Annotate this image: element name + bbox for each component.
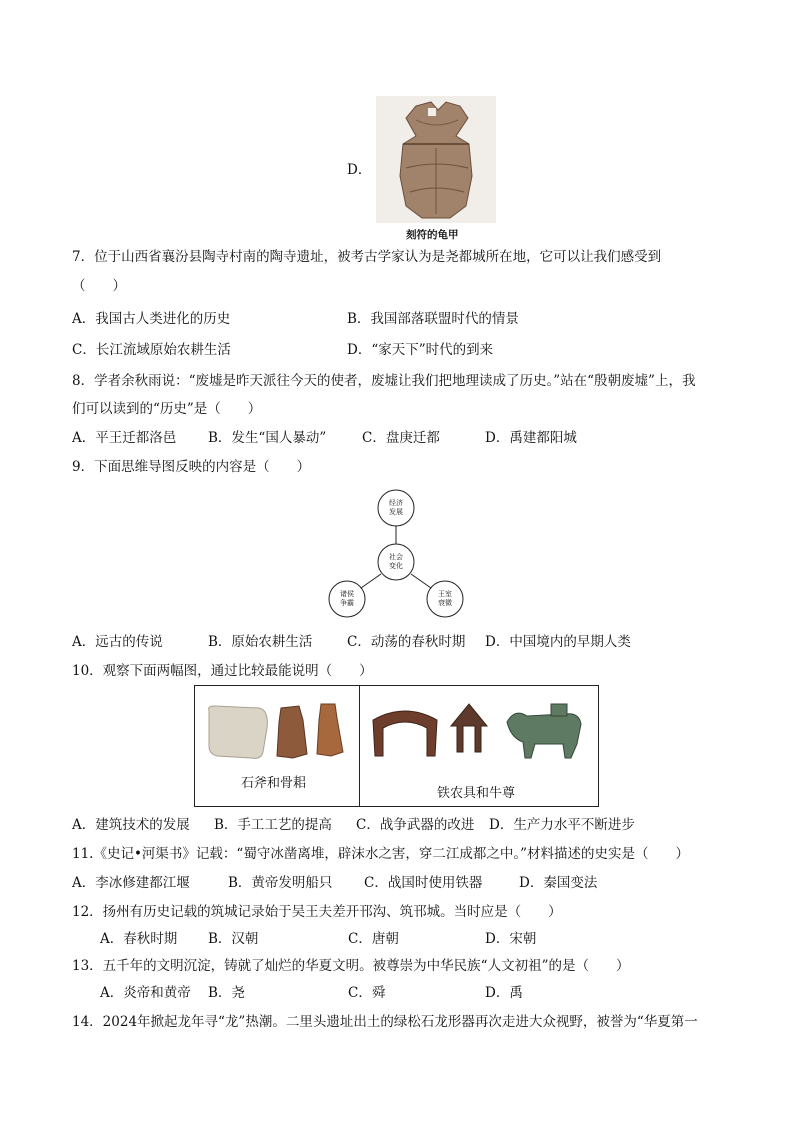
question-13-stem: 13．五千年的文明沉淀，铸就了灿烂的华夏文明。被尊崇为中华民族“人文初祖”的是（ ） [72, 958, 630, 974]
question-13-option-a[interactable]: A．炎帝和黄帝 [100, 985, 191, 1001]
tortoise-shell-image [376, 96, 496, 223]
question-11-option-b[interactable]: B．黄帝发明船只 [228, 875, 333, 891]
mind-map [326, 486, 466, 621]
question-10-option-d[interactable]: D．生产力水平不断进步 [489, 817, 635, 833]
question-7-option-d[interactable]: D．“家天下”时代的到来 [347, 342, 494, 358]
question-7-stem-blank: （ ） [72, 278, 126, 294]
mindmap-node-center: 社会 变化 [389, 553, 403, 570]
question-9-stem: 9．下面思维导图反映的内容是（ ） [72, 459, 311, 475]
question-13-option-c[interactable]: C．舜 [348, 985, 386, 1001]
question-7-option-c[interactable]: C．长江流域原始农耕生活 [72, 342, 231, 358]
question-8-stem: 8．学者余秋雨说：“废墟是昨天派往今天的使者，废墟让我们把地理读成了历史。”站在“殷朝废墟”上，我 [72, 373, 696, 389]
question-10-option-c[interactable]: C．战争武器的改进 [356, 817, 475, 833]
question-11-option-a[interactable]: A．李冰修建都江堰 [72, 875, 190, 891]
question-8-option-d[interactable]: D．禹建都阳城 [485, 430, 577, 446]
question-12-option-b[interactable]: B．汉朝 [208, 931, 259, 947]
question-8-option-b[interactable]: B．发生“国人暴动” [208, 430, 327, 446]
question-7-option-a[interactable]: A．我国古人类进化的历史 [72, 311, 231, 327]
artifact-comparison-table [194, 685, 599, 807]
question-9-option-b[interactable]: B．原始农耕生活 [208, 634, 313, 650]
question-12-stem: 12．扬州有历史记载的筑城记录始于吴王夫差开邗沟、筑邗城。当时应是（ ） [72, 904, 562, 920]
question-12-option-c[interactable]: C．唐朝 [348, 931, 399, 947]
question-10-option-a[interactable]: A．建筑技术的发展 [72, 817, 190, 833]
tortoise-shell-caption: 刻符的龟甲 [406, 229, 459, 241]
question-7-option-b[interactable]: B．我国部落联盟时代的情景 [347, 311, 519, 327]
question-7-stem: 7．位于山西省襄汾县陶寺村南的陶寺遗址，被考古学家认为是尧都城所在地，它可以让我们感受到 [72, 249, 662, 265]
question-9-option-a[interactable]: A．远古的传说 [72, 634, 163, 650]
table-divider [359, 686, 360, 806]
question-8-option-c[interactable]: C．盘庚迁都 [362, 430, 440, 446]
question-13-option-b[interactable]: B．尧 [208, 985, 245, 1001]
question-11-stem: 11.《史记•河渠书》记载：“蜀守冰凿离堆，辟沫水之害，穿二江成都之中。”材料描述的史实是（ ） [72, 846, 689, 862]
question-12-option-d[interactable]: D．宋朝 [485, 931, 537, 947]
option-d-label: D． [347, 162, 372, 178]
mindmap-node-top: 经济 发展 [389, 499, 403, 516]
mindmap-node-left: 诸侯 争霸 [340, 590, 354, 607]
mindmap-node-right: 王室 衰微 [438, 590, 452, 607]
question-10-stem: 10．观察下面两幅图，通过比较最能说明（ ） [72, 663, 373, 679]
left-image-caption: 石斧和骨耜 [241, 776, 307, 791]
stone-axe-bone-spade-image [203, 698, 353, 768]
question-8-option-a[interactable]: A．平王迁都洛邑 [72, 430, 177, 446]
question-9-option-d[interactable]: D．中国境内的早期人类 [485, 634, 631, 650]
question-9-option-c[interactable]: C．动荡的春秋时期 [347, 634, 466, 650]
question-10-option-b[interactable]: B．手工工艺的提高 [214, 817, 332, 833]
question-8-stem-cont: 们可以读到的“历史”是（ ） [72, 401, 262, 417]
question-11-option-d[interactable]: D．秦国变法 [519, 875, 598, 891]
right-image-caption: 铁农具和牛尊 [437, 786, 516, 801]
question-12-option-a[interactable]: A．春秋时期 [100, 931, 178, 947]
question-11-option-c[interactable]: C．战国时使用铁器 [364, 875, 483, 891]
question-14-stem: 14．2024年掀起龙年寻“龙”热潮。二里头遗址出土的绿松石龙形器再次走进大众视野，被誉为“华夏第一 [72, 1014, 698, 1030]
iron-tools-ox-zun-image [365, 698, 595, 768]
question-13-option-d[interactable]: D．禹 [485, 985, 523, 1001]
